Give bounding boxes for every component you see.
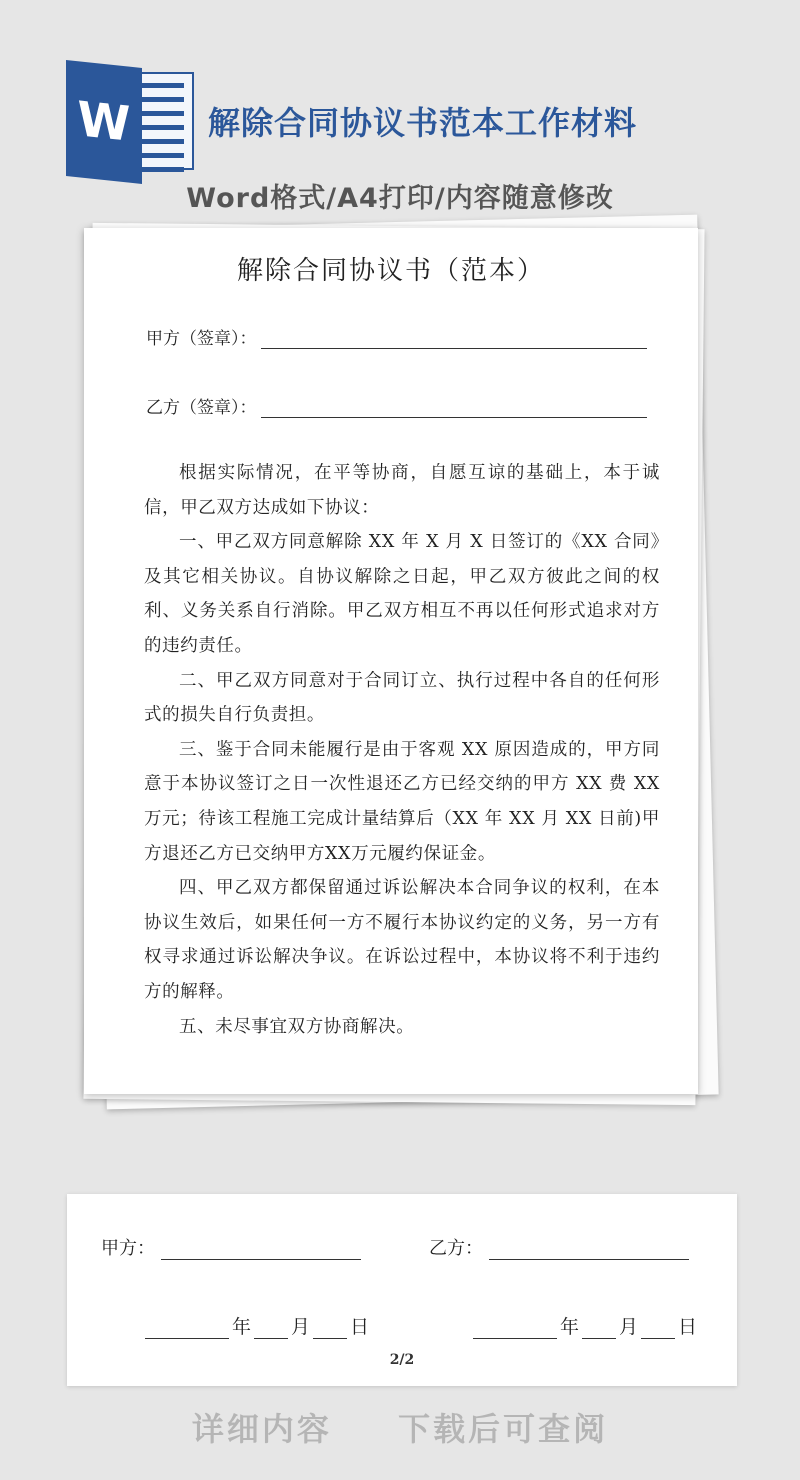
logo-letter: W (66, 60, 142, 184)
month-label: 月 (619, 1316, 639, 1338)
page2-date-b (473, 1312, 700, 1339)
paragraph-clause-2: 二、甲乙双方同意对于合同订立、执行过程中各自的任何形式的损失自行负责担。 (144, 670, 660, 726)
year-blank (473, 1318, 557, 1339)
year-blank (145, 1318, 229, 1339)
paragraph-clause-1: 一、甲乙双方同意解除 XX 年 X 月 X 日签订的《XX 合同》及其它相关协议。自协议解除之日起，甲乙双方彼此之间的权利、义务关系自行消除。甲乙双方相互不再以任何形式追求对方的违约责任。 (144, 532, 660, 656)
footer-details-text: 详细内容 (191, 1410, 332, 1448)
paragraph-intro: 根据实际情况，在平等协商，自愿互谅的基础上，本于诚信，甲乙双方达成如下协议： (144, 463, 660, 518)
document-page-1 (84, 228, 698, 1094)
paragraph-clause-4: 四、甲乙双方都保留通过诉讼解决本合同争议的权利，在本协议生效后，如果任何一方不履行本协议约定的义务，另一方有权寻求通过诉讼解决争议。在诉讼过程中，本协议将不利于违约方的解释。 (144, 878, 660, 1002)
page-title: 解除合同协议书范本工作材料 (208, 104, 638, 142)
day-blank (313, 1318, 347, 1339)
month-blank (254, 1318, 288, 1339)
month-blank (582, 1318, 616, 1339)
day-blank (641, 1318, 675, 1339)
party-a-sign-blank (261, 328, 647, 349)
day-label: 日 (678, 1316, 698, 1338)
page2-party-b-label: 乙方： (429, 1238, 483, 1259)
paragraph-clause-3: 三、鉴于合同未能履行是由于客观 XX 原因造成的，甲方同意于本协议签订之日一次性退还乙方已经交纳的甲方 XX 费 XX 万元；待该工程施工完成计量结算后（XX 年 XX 月 XX 日前)甲方退还乙方已交纳甲方XX万元履约保证金。 (144, 739, 660, 864)
year-label: 年 (560, 1316, 580, 1338)
page2-party-b (429, 1234, 689, 1260)
party-b-sign-label: 乙方（签章）： (146, 398, 257, 418)
page2-party-a-label: 甲方： (101, 1238, 155, 1259)
year-label: 年 (232, 1316, 252, 1338)
page-subtitle: Word格式/A4打印/内容随意修改 (186, 183, 614, 214)
footer-banner (0, 1404, 800, 1450)
month-label: 月 (291, 1316, 311, 1338)
page2-party-a-blank (161, 1239, 361, 1260)
page2-party-a (101, 1234, 361, 1260)
agreement-body (144, 456, 660, 1044)
word-logo-icon (66, 64, 196, 180)
party-a-signature-line (146, 324, 647, 349)
document-title: 解除合同协议书（范本） (236, 256, 545, 286)
party-b-signature-line (146, 393, 647, 418)
day-label: 日 (350, 1316, 370, 1338)
page2-party-b-blank (489, 1239, 689, 1260)
party-b-sign-blank (261, 397, 647, 418)
page-number: 2/2 (389, 1352, 415, 1368)
page2-date-a (145, 1312, 372, 1339)
document-page-2 (67, 1194, 737, 1386)
party-a-sign-label: 甲方（签章）： (146, 329, 257, 349)
paragraph-clause-5: 五、未尽事宜双方协商解决。 (179, 1016, 415, 1037)
footer-download-text: 下载后可查阅 (398, 1410, 609, 1448)
